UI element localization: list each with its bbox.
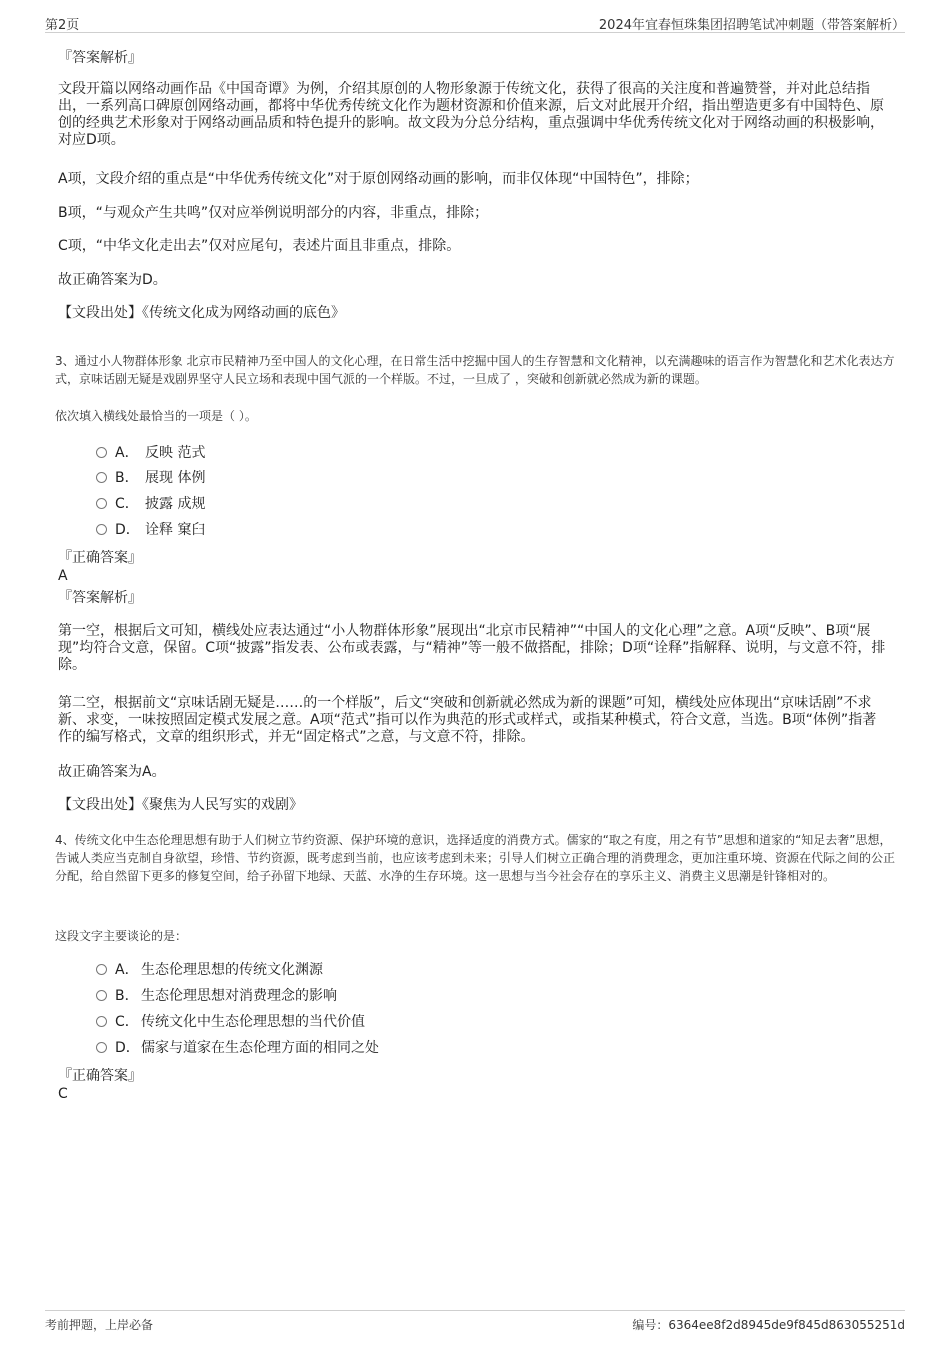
q4-stem: 4、传统文化中生态伦理思想有助于人们树立节约资源、保护环境的意识，选择适度的消费方式。儒家的“取之有度，用之有节”思想和道家的“知足去奢”思想，告诫人类应当克制自身欲望，珍惜、节约资源，既考虑到当前，也应该考虑到未来；引导人们树立正确合理的消费理念，更加注重环境、资源在代际之间的公正分配，给自然留下更多的修复空间，给子孙留下地绿、天蓝、水净的生存环境。这一思想与当今社会存在的享乐主义、消费主义思潮是针锋相对的。 — [55, 833, 896, 883]
q2-analysis-option-b: B项，“与观众产生共鸣”仅对应举例说明部分的内容，非重点，排除； — [58, 205, 489, 221]
radio-button[interactable] — [96, 1042, 107, 1053]
q3-analysis-label: 『答案解析』 — [58, 590, 142, 606]
q4-prompt: 这段文字主要谈论的是： — [55, 929, 188, 943]
q2-analysis-option-a: A项，文段介绍的重点是“中华优秀传统文化”对于原创网络动画的影响，而非仅体现“中国特色”，排除； — [58, 171, 699, 187]
q2-analysis-paragraph: 文段开篇以网络动画作品《中国奇谭》为例，介绍其原创的人物形象源于传统文化，获得了很高的关注度和普遍赞誉，并对此总结指出，一系列高口碑原创网络动画，都将中华优秀传统文化作为题材资源和价值来源，后文对此展开介绍，指出塑造更多有中国特色、原创的经典艺术形象对于网络动画品质和特色提升的影响。故文段为分总分结构，重点强调中华优秀传统文化对于网络动画的积极影响，对应D项。 — [58, 81, 884, 148]
q3-source: 【文段出处】《聚焦为人民写实的戏剧》 — [58, 797, 303, 813]
radio-button[interactable] — [96, 447, 107, 458]
q3-analysis-paragraph-1: 第一空，根据后文可知，横线处应表达通过“小人物群体形象”展现出“北京市民精神”“中国人的文化心理”之意。A项“反映”、B项“展现”均符合文意，保留。C项“披露”指发表、公布或表露，与“精神”等一般不做搭配，排除；D项“诠释”指解释、说明，与文意不符，排除。 — [58, 623, 886, 673]
radio-button[interactable] — [96, 524, 107, 535]
q3-option-a[interactable]: A． 反映 范式 — [96, 444, 205, 462]
q2-source: 【文段出处】《传统文化成为网络动画的底色》 — [58, 305, 345, 321]
radio-button[interactable] — [96, 1016, 107, 1027]
radio-button[interactable] — [96, 964, 107, 975]
document-id: 编号：6364ee8f2d8945de9f845d863055251d — [632, 1318, 905, 1332]
q3-option-d[interactable]: D． 诠释 窠臼 — [96, 521, 205, 539]
q4-option-d[interactable]: D．儒家与道家在生态伦理方面的相同之处 — [96, 1039, 379, 1057]
document-title: 2024年宜春恒珠集团招聘笔试冲刺题（带答案解析） — [598, 18, 905, 33]
q3-analysis-paragraph-2: 第二空，根据前文“京味话剧无疑是……的一个样版”，后文“突破和创新就必然成为新的课题”可知，横线处应体现出“京味话剧”不求新、求变，一味按照固定模式发展之意。A项“范式”指可以作为典范的形式或样式，或指某种模式，符合文意，当选。B项“体例”指著作的编写格式，文章的组织形式，并无“固定格式”之意，与文意不符，排除。 — [58, 695, 877, 745]
q4-answer-label: 『正确答案』 — [58, 1068, 142, 1084]
page-number: 第2页 — [45, 18, 80, 33]
radio-button[interactable] — [96, 990, 107, 1001]
page-header — [45, 14, 905, 33]
q4-option-a[interactable]: A． 生态伦理思想的传统文化渊源 — [96, 961, 323, 979]
q3-answer-label: 『正确答案』 — [58, 550, 142, 566]
q2-analysis-label: 『答案解析』 — [58, 50, 142, 66]
q3-option-c[interactable]: C． 披露 成规 — [96, 495, 205, 513]
q2-analysis-option-c: C项，“中华文化走出去”仅对应尾句，表述片面且非重点，排除。 — [58, 238, 461, 254]
q3-stem: 3、通过小人物群体形象 北京市民精神乃至中国人的文化心理，在日常生活中挖掘中国人的生存智慧和文化精神，以充满趣味的语言作为智慧化和艺术化表达方式，京味话剧无疑是戏剧界坚守人民立场和表现中国气派的一个样版。不过，一旦成了 ，突破和创新就必然成为新的课题。 — [55, 354, 895, 386]
q4-option-b[interactable]: B． 生态伦理思想对消费理念的影响 — [96, 987, 337, 1005]
footer-slogan: 考前押题，上岸必备 — [45, 1318, 154, 1332]
q3-conclusion: 故正确答案为A。 — [58, 764, 166, 780]
q4-answer: C — [58, 1086, 68, 1102]
radio-button[interactable] — [96, 472, 107, 483]
page-footer — [45, 1310, 905, 1339]
radio-button[interactable] — [96, 498, 107, 509]
q3-answer: A — [58, 568, 68, 584]
q3-prompt: 依次填入横线处最恰当的一项是（ ）。 — [55, 409, 257, 423]
q3-option-b[interactable]: B． 展现 体例 — [96, 469, 205, 487]
q2-conclusion: 故正确答案为D。 — [58, 272, 167, 288]
q4-option-c[interactable]: C． 传统文化中生态伦理思想的当代价值 — [96, 1013, 365, 1031]
